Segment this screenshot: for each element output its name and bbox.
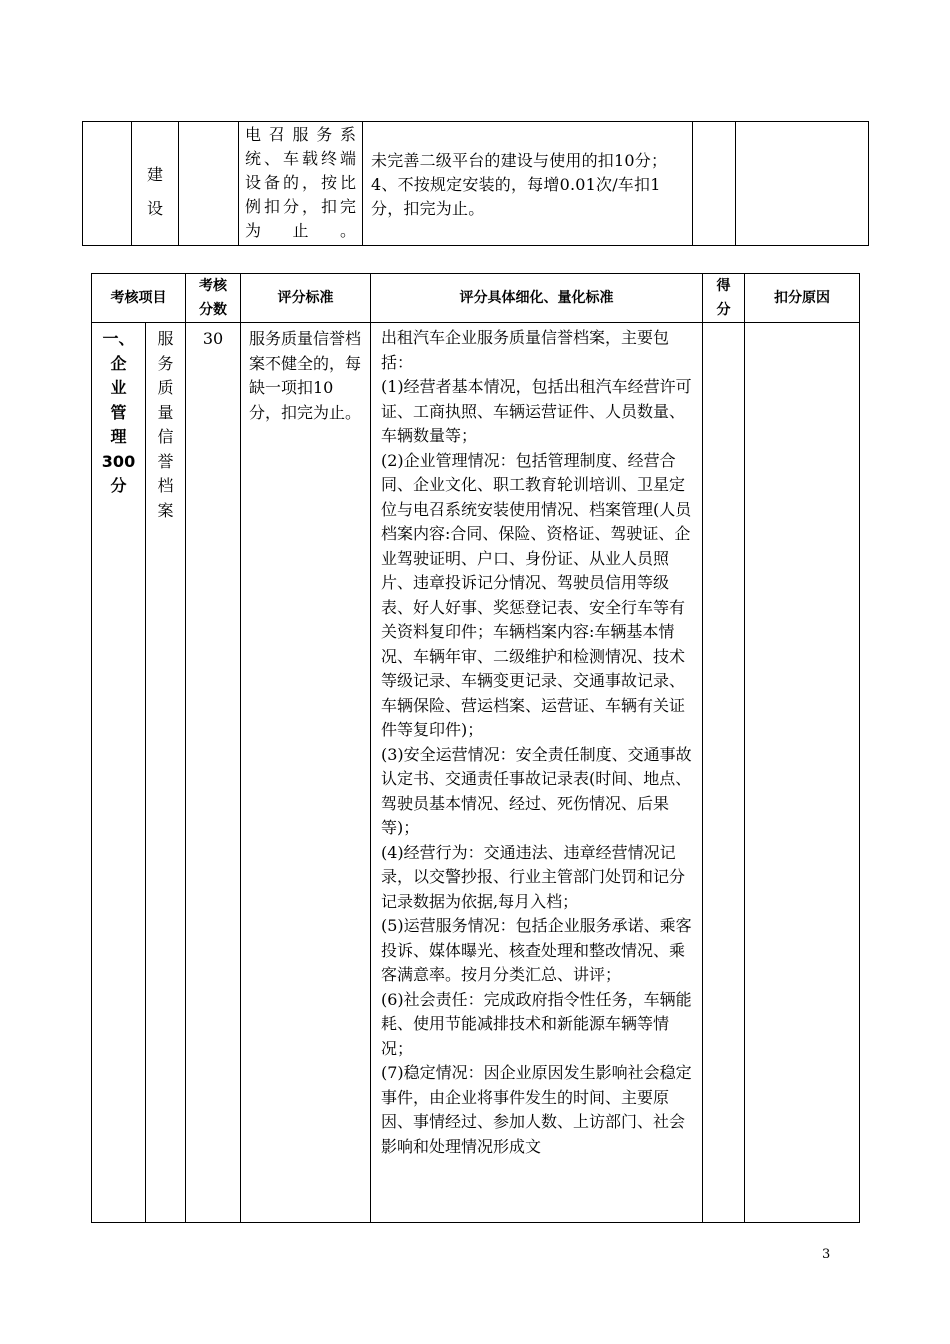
assessment-table: [91, 273, 860, 1223]
header-got: [703, 274, 745, 323]
subitem-char: 誉: [157, 451, 174, 471]
subitem-char: 质: [157, 378, 174, 397]
header-reason: 扣分原因: [745, 274, 860, 323]
subitem-cell: [146, 323, 186, 1223]
reason-cell: [745, 323, 860, 1223]
category-char: 企: [110, 353, 127, 373]
category-char: 理: [110, 427, 127, 446]
header-score: [186, 274, 241, 323]
detail-cell: [371, 323, 703, 1223]
detail-paragraph: (4)经营行为：交通违法、违章经营情况记录，以交警抄报、行业主管部门处罚和记分记录数据为依据,每月入档；: [381, 842, 686, 911]
subitem-char: 信: [157, 427, 174, 446]
header-score-line: 分数: [199, 302, 227, 318]
detail-paragraph: (1)经营者基本情况，包括出租汽车经营许可证、工商执照、车辆运营证件、人员数量、车辆数量等；: [381, 377, 692, 445]
category-char: 分: [110, 476, 127, 495]
header-score-line: 考核: [199, 278, 227, 294]
subitem-char: 档: [157, 476, 174, 495]
header-item: 考核项目: [92, 274, 186, 323]
page-number: 3: [822, 1247, 831, 1262]
category-char: 一、: [102, 329, 135, 348]
continuation-table: [82, 121, 869, 246]
standard-cell: [239, 122, 363, 246]
detail-cell: 未完善二级平台的建设与使用的扣10分；4、不按规定安装的，每增0.01次/车扣1分，扣完为止。: [363, 122, 693, 246]
subitem-char: 服: [157, 329, 174, 348]
standard-text: 电召服务系统、车载终端设备的，按比例扣分，扣完为止。: [245, 125, 356, 240]
standard-cell: 服务质量信誉档案不健全的，每缺一项扣10分，扣完为止。: [241, 323, 371, 1223]
subitem-char: 务: [157, 353, 174, 373]
subitem-char: 设: [146, 199, 163, 218]
reason-cell: [736, 122, 869, 246]
subitem-char: 案: [157, 500, 174, 520]
detail-paragraph: (3)安全运营情况：安全责任制度、交通事故认定书、交通责任事故记录表(时间、地点、驾驶员基本情况、经过、死伤情况、后果等)；: [381, 744, 692, 837]
subitem-cell: [132, 122, 179, 246]
category-char: 300: [101, 451, 136, 471]
subitem-char: 建: [146, 165, 163, 184]
subitem-char: 量: [157, 402, 174, 422]
detail-paragraph: 出租汽车企业服务质量信誉档案，主要包括：: [381, 328, 670, 372]
header-got-line: 分: [716, 302, 731, 318]
category-cell: [92, 323, 146, 1223]
score-cell: [179, 122, 239, 246]
header-detail: 评分具体细化、量化标准: [371, 274, 703, 323]
header-got-line: 得: [716, 278, 731, 294]
got-cell: [703, 323, 745, 1223]
category-char: 管: [110, 402, 127, 422]
category-char: 业: [110, 378, 127, 397]
detail-paragraph: (7)稳定情况：因企业原因发生影响社会稳定事件，由企业将事件发生的时间、主要原因、事情经过、参加人数、上访部门、社会影响和处理情况形成文: [381, 1063, 692, 1156]
got-cell: [693, 122, 736, 246]
detail-paragraph: (5)运营服务情况：包括企业服务承诺、乘客投诉、媒体曝光、核查处理和整改情况、乘客满意率。按月分类汇总、讲评；: [381, 916, 692, 984]
category-cell: [83, 122, 132, 246]
header-standard: 评分标准: [241, 274, 371, 323]
score-cell: 30: [186, 323, 241, 1223]
detail-paragraph: (6)社会责任：完成政府指令性任务，车辆能耗、使用节能减排技术和新能源车辆等情况；: [381, 989, 692, 1058]
detail-paragraph: (2)企业管理情况：包括管理制度、经营合同、企业文化、职工教育轮训培训、卫星定位与电召系统安装使用情况、档案管理(人员档案内容:合同、保险、资格证、驾驶证、企业驾驶证明、户口、身份证、从业人员照片、违章投诉记分情况、驾驶员信用等级表、好人好事、奖惩登记表、安全行车等有关资料复印件；车辆档案内容:车辆基本情况、车辆年审、二级维护和检测情况、技术等级记录、车辆变更记录、交通事故记录、车辆保险、营运档案、运营证、车辆有关证件等复印件)；: [381, 450, 692, 739]
